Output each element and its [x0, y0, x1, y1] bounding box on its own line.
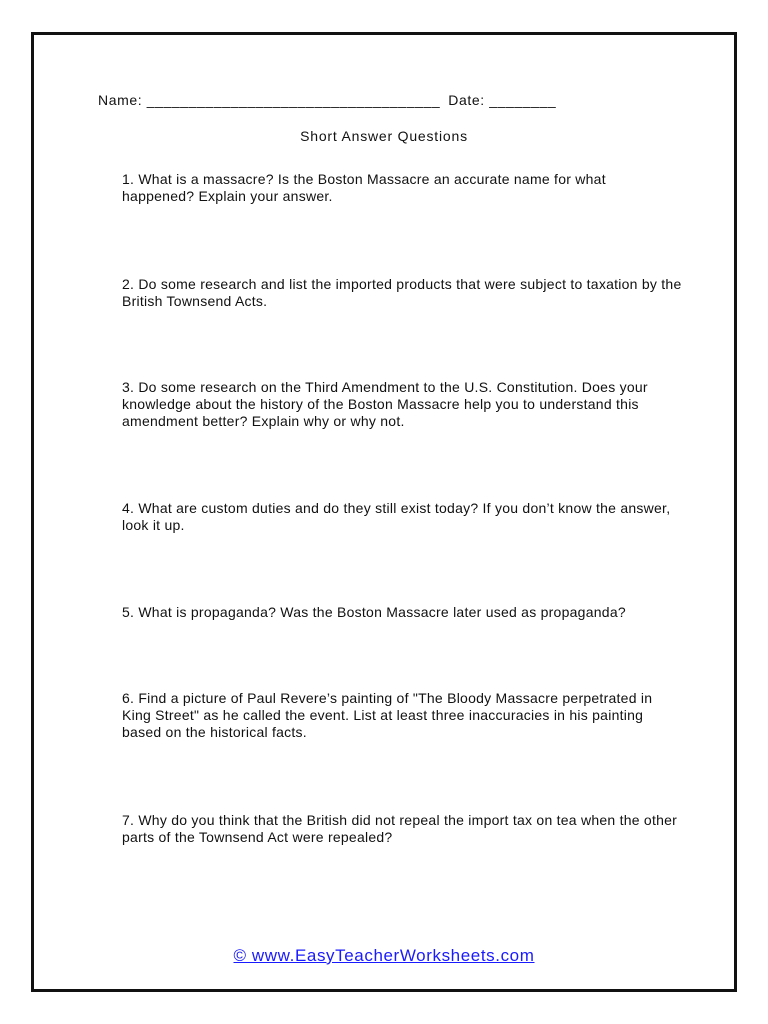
- question-3: 3. Do some research on the Third Amendment to the U.S. Constitution. Does your knowledge about the history of the Boston Massacre help you to understand this amendment better? Explain why or why not.: [122, 379, 648, 429]
- worksheet-title: Short Answer Questions: [300, 128, 468, 144]
- website-link[interactable]: © www.EasyTeacherWorksheets.com: [233, 946, 535, 965]
- question-4: 4. What are custom duties and do they still exist today? If you don’t know the answer, look it up.: [122, 500, 671, 533]
- question-6: 6. Find a picture of Paul Revere’s painting of "The Bloody Massacre perpetrated in King Street" as he called the event. List at least three inaccuracies in his painting based on the historical facts.: [122, 690, 653, 740]
- question-5: 5. What is propaganda? Was the Boston Massacre later used as propaganda?: [122, 604, 626, 620]
- question-7: 7. Why do you think that the British did not repeal the import tax on tea when the other parts of the Townsend Act were repealed?: [122, 812, 678, 845]
- date-field-label: Date: ________: [448, 92, 557, 108]
- question-2: 2. Do some research and list the imported products that were subject to taxation by the British Townsend Acts.: [122, 276, 682, 309]
- name-date-line: [98, 92, 556, 108]
- question-1: 1. What is a massacre? Is the Boston Massacre an accurate name for what happened? Explain your answer.: [122, 171, 606, 204]
- name-field-label: Name: ___________________________________: [98, 92, 441, 108]
